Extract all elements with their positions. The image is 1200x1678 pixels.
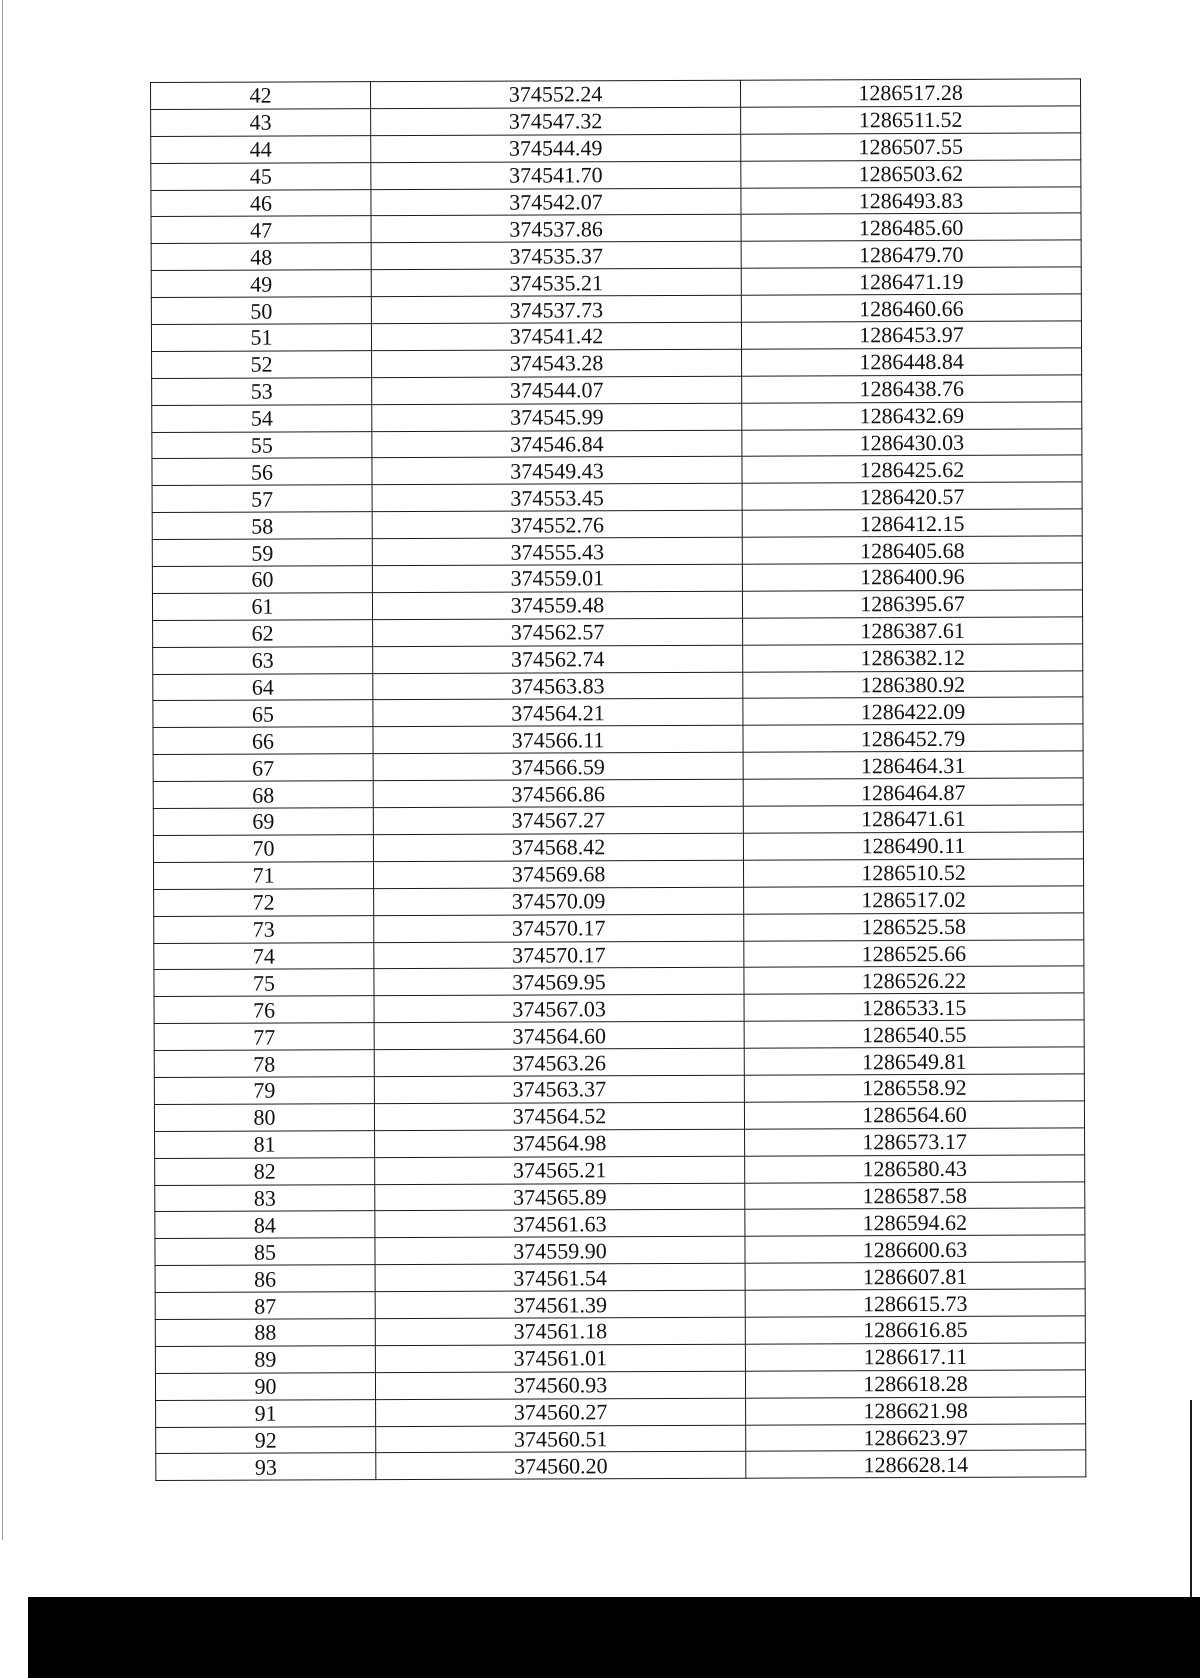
point-number-cell: 76 (154, 996, 374, 1024)
y-coordinate-cell: 1286503.62 (741, 160, 1081, 188)
point-number-cell: 85 (155, 1238, 375, 1266)
coordinate-table (150, 78, 1086, 1481)
x-coordinate-cell: 374566.11 (373, 726, 743, 754)
y-coordinate-cell: 1286525.66 (744, 939, 1084, 967)
table-row (152, 590, 1082, 620)
x-coordinate-cell: 374570.17 (374, 941, 744, 969)
point-number-cell: 46 (151, 189, 371, 217)
table-row (156, 1397, 1086, 1427)
y-coordinate-cell: 1286485.60 (741, 213, 1081, 241)
y-coordinate-cell: 1286452.79 (743, 724, 1083, 752)
x-coordinate-cell: 374564.60 (374, 1021, 744, 1049)
table-row (153, 671, 1083, 701)
point-number-cell: 88 (155, 1319, 375, 1347)
coordinate-table-body (151, 79, 1086, 1481)
table-row (151, 321, 1081, 351)
point-number-cell: 90 (155, 1372, 375, 1400)
x-coordinate-cell: 374561.63 (375, 1210, 745, 1238)
table-row (154, 993, 1084, 1023)
x-coordinate-cell: 374542.07 (371, 188, 741, 216)
x-coordinate-cell: 374546.84 (372, 430, 742, 458)
table-row (151, 186, 1081, 216)
x-coordinate-cell: 374570.17 (374, 914, 744, 942)
point-number-cell: 51 (151, 324, 371, 352)
table-row (153, 724, 1083, 754)
y-coordinate-cell: 1286382.12 (743, 644, 1083, 672)
point-number-cell: 81 (155, 1130, 375, 1158)
point-number-cell: 52 (152, 351, 372, 379)
y-coordinate-cell: 1286510.52 (743, 859, 1083, 887)
table-row (153, 805, 1083, 835)
x-coordinate-cell: 374535.37 (371, 242, 741, 270)
x-coordinate-cell: 374552.24 (371, 80, 741, 108)
y-coordinate-cell: 1286400.96 (742, 563, 1082, 591)
y-coordinate-cell: 1286493.83 (741, 186, 1081, 214)
point-number-cell: 66 (153, 727, 373, 755)
y-coordinate-cell: 1286464.31 (743, 751, 1083, 779)
x-coordinate-cell: 374535.21 (371, 268, 741, 296)
x-coordinate-cell: 374566.59 (373, 752, 743, 780)
y-coordinate-cell: 1286464.87 (743, 778, 1083, 806)
point-number-cell: 68 (153, 781, 373, 809)
y-coordinate-cell: 1286621.98 (746, 1397, 1086, 1425)
y-coordinate-cell: 1286628.14 (746, 1450, 1086, 1478)
table-row (154, 1020, 1084, 1050)
table-row (152, 536, 1082, 566)
x-coordinate-cell: 374569.95 (374, 968, 744, 996)
point-number-cell: 57 (152, 485, 372, 513)
y-coordinate-cell: 1286511.52 (741, 106, 1081, 134)
point-number-cell: 72 (154, 888, 374, 916)
x-coordinate-cell: 374566.86 (373, 779, 743, 807)
y-coordinate-cell: 1286422.09 (743, 697, 1083, 725)
scan-right-edge-line (1190, 1400, 1192, 1600)
y-coordinate-cell: 1286564.60 (744, 1101, 1084, 1129)
point-number-cell: 58 (152, 512, 372, 540)
table-row (154, 913, 1084, 943)
y-coordinate-cell: 1286600.63 (745, 1235, 1085, 1263)
point-number-cell: 80 (154, 1103, 374, 1131)
y-coordinate-cell: 1286432.69 (742, 402, 1082, 430)
point-number-cell: 89 (155, 1346, 375, 1374)
y-coordinate-cell: 1286490.11 (743, 832, 1083, 860)
y-coordinate-cell: 1286425.62 (742, 455, 1082, 483)
y-coordinate-cell: 1286380.92 (743, 671, 1083, 699)
table-row (154, 1101, 1084, 1131)
x-coordinate-cell: 374564.98 (375, 1129, 745, 1157)
x-coordinate-cell: 374563.37 (374, 1075, 744, 1103)
table-row (151, 267, 1081, 297)
point-number-cell: 74 (154, 942, 374, 970)
point-number-cell: 69 (153, 808, 373, 836)
y-coordinate-cell: 1286594.62 (745, 1208, 1085, 1236)
x-coordinate-cell: 374549.43 (372, 457, 742, 485)
y-coordinate-cell: 1286517.02 (744, 886, 1084, 914)
x-coordinate-cell: 374553.45 (372, 484, 742, 512)
point-number-cell: 83 (155, 1184, 375, 1212)
point-number-cell: 47 (151, 216, 371, 244)
table-row (155, 1208, 1085, 1238)
table-row (155, 1181, 1085, 1211)
x-coordinate-cell: 374537.86 (371, 215, 741, 243)
table-row (154, 939, 1084, 969)
y-coordinate-cell: 1286526.22 (744, 966, 1084, 994)
table-row (156, 1423, 1086, 1453)
point-number-cell: 65 (153, 700, 373, 728)
y-coordinate-cell: 1286615.73 (745, 1289, 1085, 1317)
table-row (154, 1047, 1084, 1077)
x-coordinate-cell: 374561.54 (375, 1263, 745, 1291)
scan-black-footer-band (28, 1597, 1200, 1678)
point-number-cell: 84 (155, 1211, 375, 1239)
x-coordinate-cell: 374561.18 (375, 1317, 745, 1345)
y-coordinate-cell: 1286438.76 (742, 375, 1082, 403)
table-row (153, 697, 1083, 727)
x-coordinate-cell: 374564.21 (373, 699, 743, 727)
x-coordinate-cell: 374559.01 (372, 564, 742, 592)
table-row (155, 1289, 1085, 1319)
x-coordinate-cell: 374555.43 (372, 537, 742, 565)
x-coordinate-cell: 374559.48 (372, 591, 742, 619)
y-coordinate-cell: 1286580.43 (745, 1155, 1085, 1183)
x-coordinate-cell: 374562.57 (373, 618, 743, 646)
point-number-cell: 93 (156, 1453, 376, 1481)
scan-left-edge-line (2, 0, 3, 1540)
y-coordinate-cell: 1286405.68 (742, 536, 1082, 564)
table-row (151, 133, 1081, 163)
y-coordinate-cell: 1286587.58 (745, 1181, 1085, 1209)
point-number-cell: 61 (152, 593, 372, 621)
point-number-cell: 54 (152, 404, 372, 432)
point-number-cell: 86 (155, 1265, 375, 1293)
y-coordinate-cell: 1286420.57 (742, 482, 1082, 510)
table-row (153, 644, 1083, 674)
y-coordinate-cell: 1286471.19 (741, 267, 1081, 295)
y-coordinate-cell: 1286430.03 (742, 429, 1082, 457)
point-number-cell: 48 (151, 243, 371, 271)
table-row (151, 160, 1081, 190)
x-coordinate-cell: 374545.99 (372, 403, 742, 431)
point-number-cell: 70 (153, 835, 373, 863)
point-number-cell: 59 (152, 539, 372, 567)
y-coordinate-cell: 1286617.11 (745, 1343, 1085, 1371)
y-coordinate-cell: 1286395.67 (742, 590, 1082, 618)
table-row (151, 106, 1081, 136)
x-coordinate-cell: 374544.49 (371, 134, 741, 162)
table-row (153, 832, 1083, 862)
point-number-cell: 55 (152, 431, 372, 459)
x-coordinate-cell: 374552.76 (372, 510, 742, 538)
table-row (152, 375, 1082, 405)
point-number-cell: 92 (156, 1426, 376, 1454)
x-coordinate-cell: 374570.09 (374, 887, 744, 915)
point-number-cell: 60 (152, 566, 372, 594)
y-coordinate-cell: 1286540.55 (744, 1020, 1084, 1048)
table-row (151, 294, 1081, 324)
y-coordinate-cell: 1286453.97 (741, 321, 1081, 349)
x-coordinate-cell: 374541.70 (371, 161, 741, 189)
y-coordinate-cell: 1286616.85 (745, 1316, 1085, 1344)
table-row (154, 966, 1084, 996)
point-number-cell: 56 (152, 458, 372, 486)
x-coordinate-cell: 374560.20 (376, 1452, 746, 1480)
table-row (155, 1262, 1085, 1292)
point-number-cell: 50 (151, 297, 371, 325)
table-row (152, 482, 1082, 512)
point-number-cell: 73 (154, 915, 374, 943)
y-coordinate-cell: 1286507.55 (741, 133, 1081, 161)
table-row (152, 455, 1082, 485)
x-coordinate-cell: 374563.83 (373, 672, 743, 700)
point-number-cell: 82 (155, 1157, 375, 1185)
y-coordinate-cell: 1286471.61 (743, 805, 1083, 833)
point-number-cell: 78 (154, 1050, 374, 1078)
point-number-cell: 42 (151, 82, 371, 110)
table-row (153, 617, 1083, 647)
x-coordinate-cell: 374544.07 (372, 376, 742, 404)
table-row (152, 348, 1082, 378)
x-coordinate-cell: 374565.89 (375, 1183, 745, 1211)
table-row (153, 778, 1083, 808)
point-number-cell: 87 (155, 1292, 375, 1320)
y-coordinate-cell: 1286618.28 (745, 1370, 1085, 1398)
y-coordinate-cell: 1286479.70 (741, 240, 1081, 268)
x-coordinate-cell: 374561.01 (375, 1344, 745, 1372)
x-coordinate-cell: 374561.39 (375, 1290, 745, 1318)
table-row (156, 1450, 1086, 1480)
point-number-cell: 44 (151, 135, 371, 163)
x-coordinate-cell: 374568.42 (373, 833, 743, 861)
point-number-cell: 49 (151, 270, 371, 298)
x-coordinate-cell: 374567.03 (374, 995, 744, 1023)
table-row (155, 1343, 1085, 1373)
x-coordinate-cell: 374560.27 (376, 1398, 746, 1426)
y-coordinate-cell: 1286623.97 (746, 1423, 1086, 1451)
y-coordinate-cell: 1286607.81 (745, 1262, 1085, 1290)
point-number-cell: 71 (153, 861, 373, 889)
table-row (154, 1074, 1084, 1104)
y-coordinate-cell: 1286517.28 (740, 79, 1080, 107)
y-coordinate-cell: 1286573.17 (745, 1128, 1085, 1156)
table-row (151, 79, 1081, 109)
x-coordinate-cell: 374562.74 (373, 645, 743, 673)
table-row (152, 402, 1082, 432)
y-coordinate-cell: 1286412.15 (742, 509, 1082, 537)
table-row (155, 1128, 1085, 1158)
point-number-cell: 67 (153, 754, 373, 782)
y-coordinate-cell: 1286448.84 (742, 348, 1082, 376)
point-number-cell: 77 (154, 1023, 374, 1051)
x-coordinate-cell: 374567.27 (373, 806, 743, 834)
table-row (155, 1155, 1085, 1185)
table-row (152, 509, 1082, 539)
table-row (153, 751, 1083, 781)
x-coordinate-cell: 374560.93 (375, 1371, 745, 1399)
table-row (151, 240, 1081, 270)
table-row (152, 563, 1082, 593)
x-coordinate-cell: 374537.73 (371, 295, 741, 323)
point-number-cell: 64 (153, 673, 373, 701)
table-row (155, 1316, 1085, 1346)
x-coordinate-cell: 374543.28 (372, 349, 742, 377)
x-coordinate-cell: 374569.68 (373, 860, 743, 888)
point-number-cell: 62 (153, 619, 373, 647)
point-number-cell: 79 (154, 1077, 374, 1105)
point-number-cell: 53 (152, 377, 372, 405)
point-number-cell: 91 (156, 1399, 376, 1427)
x-coordinate-cell: 374563.26 (374, 1048, 744, 1076)
y-coordinate-cell: 1286460.66 (741, 294, 1081, 322)
table-row (155, 1235, 1085, 1265)
point-number-cell: 43 (151, 109, 371, 137)
table-row (154, 886, 1084, 916)
table-row (152, 429, 1082, 459)
y-coordinate-cell: 1286533.15 (744, 993, 1084, 1021)
table-row (153, 859, 1083, 889)
y-coordinate-cell: 1286387.61 (743, 617, 1083, 645)
x-coordinate-cell: 374565.21 (375, 1156, 745, 1184)
x-coordinate-cell: 374547.32 (371, 107, 741, 135)
table-row (155, 1370, 1085, 1400)
table-row (151, 213, 1081, 243)
x-coordinate-cell: 374564.52 (374, 1102, 744, 1130)
x-coordinate-cell: 374541.42 (371, 322, 741, 350)
y-coordinate-cell: 1286549.81 (744, 1047, 1084, 1075)
point-number-cell: 75 (154, 969, 374, 997)
point-number-cell: 63 (153, 646, 373, 674)
x-coordinate-cell: 374560.51 (376, 1425, 746, 1453)
coordinate-table-container (150, 78, 1085, 1481)
y-coordinate-cell: 1286558.92 (744, 1074, 1084, 1102)
point-number-cell: 45 (151, 162, 371, 190)
y-coordinate-cell: 1286525.58 (744, 913, 1084, 941)
x-coordinate-cell: 374559.90 (375, 1237, 745, 1265)
